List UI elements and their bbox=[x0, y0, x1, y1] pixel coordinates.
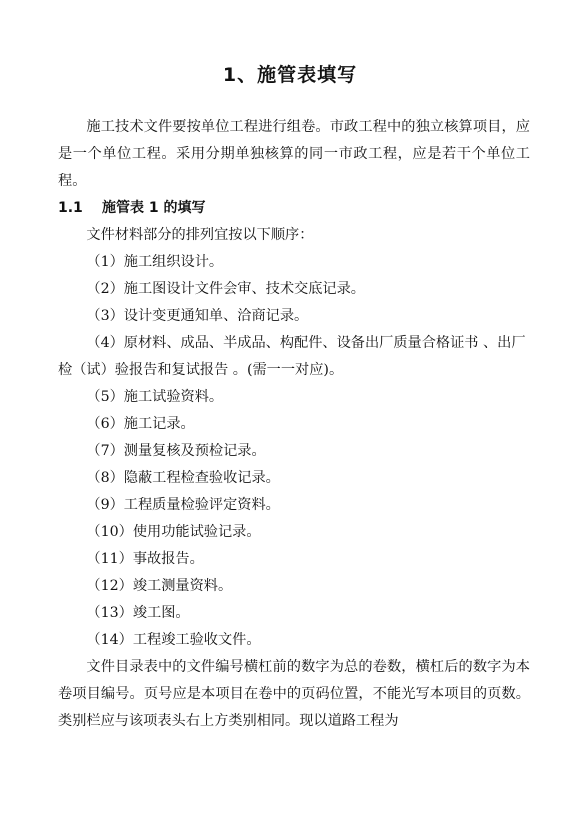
closing-paragraph: 文件目录表中的文件编号横杠前的数字为总的卷数，横杠后的数字为本卷项目编号。页号应是本项目在卷中的页码位置，不能光写本项目的页数。类别栏应与该项表头右上方类别相同。现以道路工程为 bbox=[58, 659, 530, 729]
list-item: （9）工程质量检验评定资料。 bbox=[86, 497, 280, 513]
list-item: （13）竣工图。 bbox=[86, 605, 190, 621]
list-item: （12）竣工测量资料。 bbox=[86, 578, 233, 594]
document-body bbox=[58, 114, 530, 735]
list-item: （10）使用功能试验记录。 bbox=[86, 524, 261, 540]
list-item: （7）测量复核及预检记录。 bbox=[86, 443, 266, 459]
list-item: （14）工程竣工验收文件。 bbox=[86, 632, 261, 648]
page-title: 1、施管表填写 bbox=[222, 64, 358, 86]
list-item: （6）施工记录。 bbox=[86, 416, 195, 432]
list-item: （1）施工组织设计。 bbox=[86, 254, 224, 270]
section-number: 1.1 bbox=[58, 200, 83, 216]
list-item: （8）隐蔽工程检查验收记录。 bbox=[86, 470, 280, 486]
section-title: 施管表 1 的填写 bbox=[102, 200, 206, 216]
list-item: （3）设计变更通知单、洽商记录。 bbox=[86, 308, 309, 324]
list-item: （4）原材料、成品、半成品、构配件、设备出厂质量合格证书 、出厂检（试）验报告和复试报告 。(需一一对应)。 bbox=[58, 335, 526, 378]
list-item: （2）施工图设计文件会审、技术交底记录。 bbox=[86, 281, 365, 297]
order-list bbox=[58, 249, 530, 654]
order-intro-paragraph: 文件材料部分的排列宜按以下顺序： bbox=[86, 227, 314, 243]
section-heading bbox=[58, 195, 530, 222]
list-item: （11）事故报告。 bbox=[86, 551, 204, 567]
list-item: （5）施工试验资料。 bbox=[86, 389, 224, 405]
intro-paragraph: 施工技术文件要按单位工程进行组卷。市政工程中的独立核算项目，应是一个单位工程。采用分期单独核算的同一市政工程，应是若干个单位工程。 bbox=[58, 119, 530, 189]
